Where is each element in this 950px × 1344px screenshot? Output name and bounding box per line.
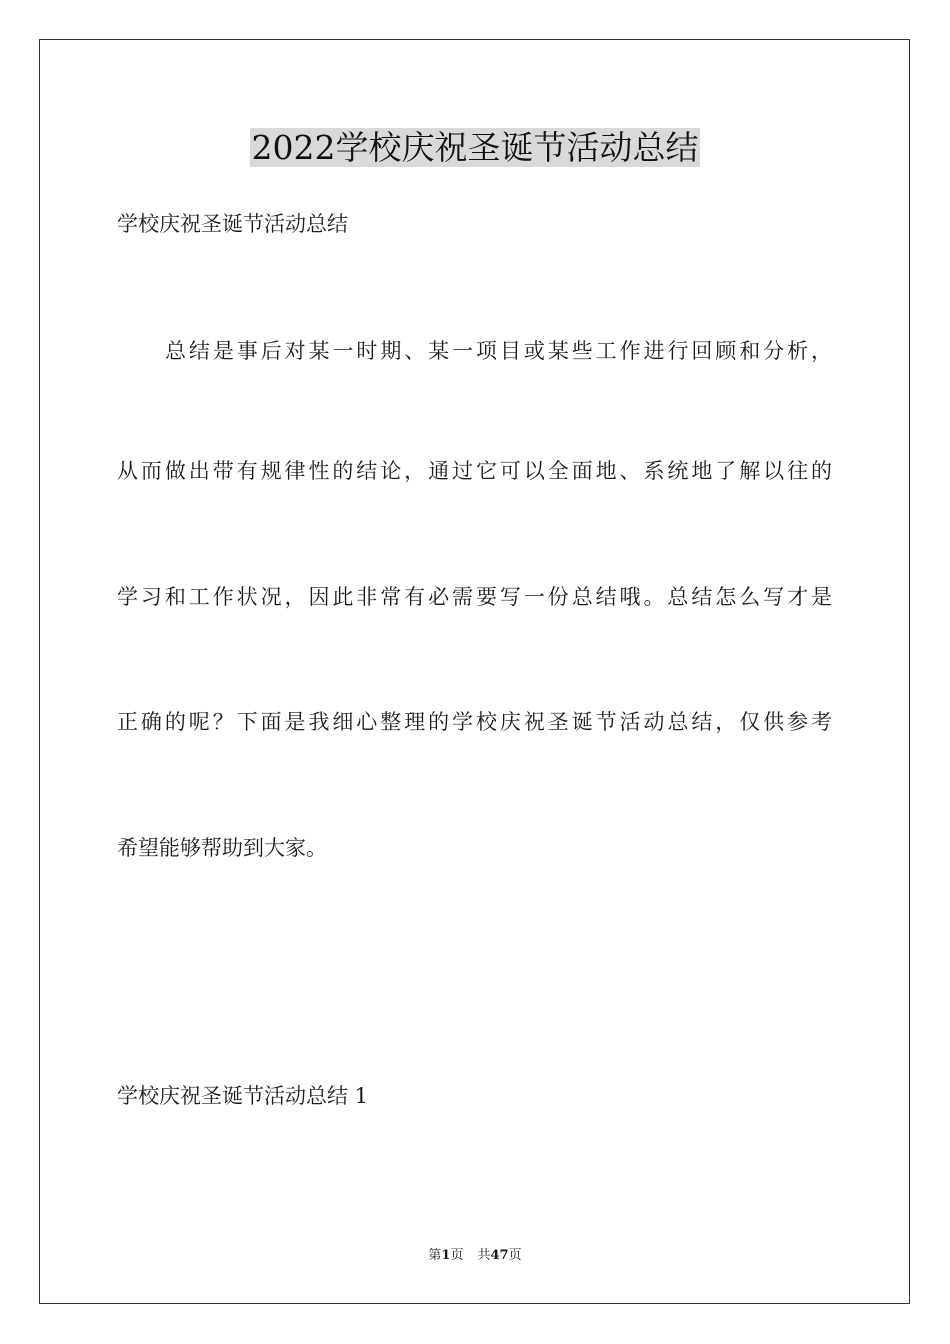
footer-page-total: 47: [490, 1248, 509, 1263]
intro-line-3: 学习和工作状况，因此非常有必需要写一份总结哦。总结怎么写才是: [117, 585, 832, 609]
section-heading: 学校庆祝圣诞节活动总结 1: [117, 1084, 369, 1108]
intro-line-5: 希望能够帮助到大家。: [117, 836, 327, 860]
intro-line-4: 正确的呢？下面是我细心整理的学校庆祝圣诞节活动总结，仅供参考: [117, 710, 832, 734]
intro-line-2: 从而做出带有规律性的结论，通过它可以全面地、系统地了解以往的: [117, 459, 832, 483]
footer-total-suffix: 页: [508, 1248, 522, 1263]
document-subtitle: 学校庆祝圣诞节活动总结: [117, 212, 348, 236]
footer-total-prefix: 共: [477, 1248, 491, 1263]
intro-line-1: 总结是事后对某一时期、某一项目或某些工作进行回顾和分析，: [165, 339, 832, 363]
document-title: [0, 126, 950, 170]
footer-page-prefix: 第: [428, 1248, 442, 1263]
footer-page-suffix: 页: [450, 1248, 464, 1263]
footer-page-current: 1: [441, 1248, 451, 1263]
page-footer: [0, 1247, 950, 1265]
document-title-text: 2022学校庆祝圣诞节活动总结: [251, 128, 699, 167]
